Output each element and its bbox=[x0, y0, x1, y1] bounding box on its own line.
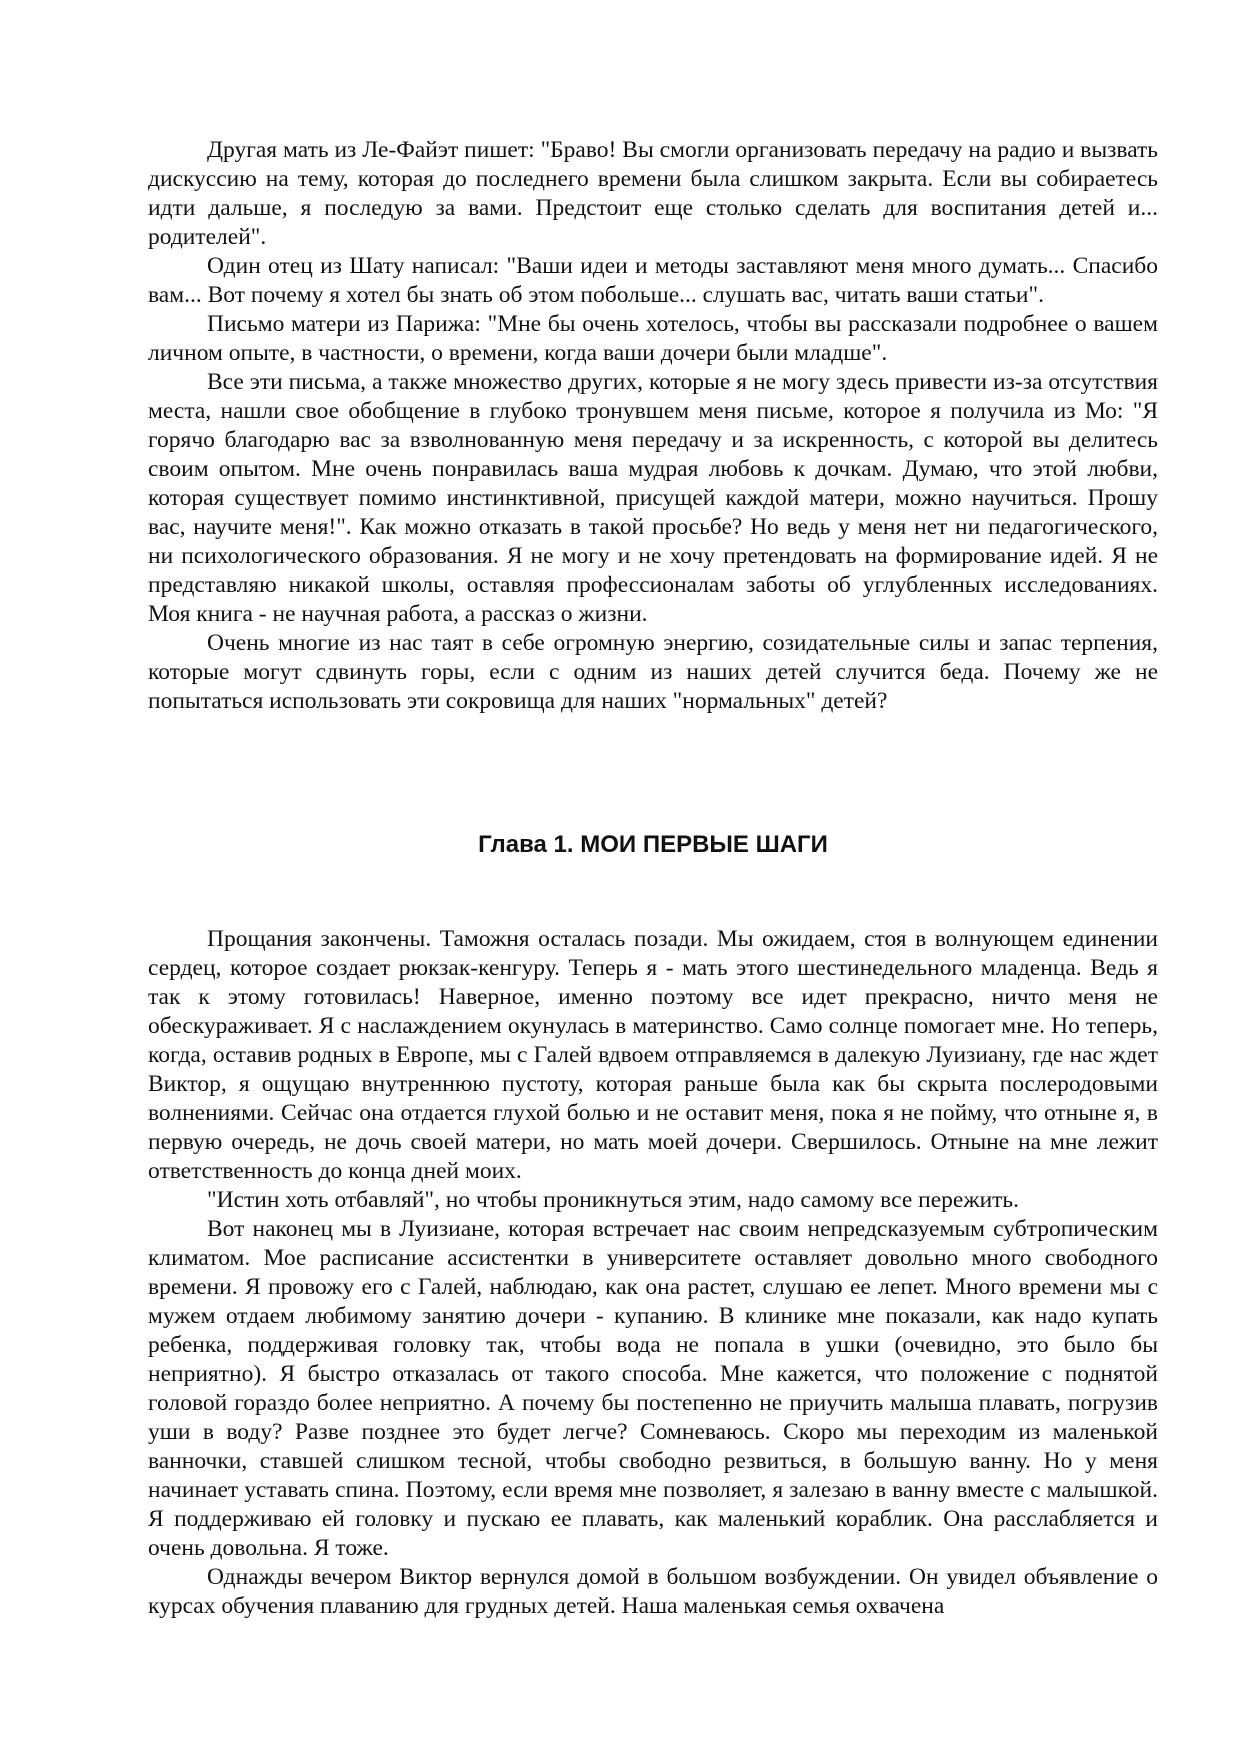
paragraph: Однажды вечером Виктор вернулся домой в большом возбуждении. Он увидел объявление о курсах обучения плаванию для грудных детей. Наша маленькая семья охвачена bbox=[148, 1564, 1158, 1619]
chapter-title: Глава 1. МОИ ПЕРВЫЕ ШАГИ bbox=[478, 831, 828, 858]
paragraph: "Истин хоть отбавляй", но чтобы проникнуться этим, надо самому все пережить. bbox=[207, 1187, 1020, 1213]
paragraph: Все эти письма, а также множество других, которые я не могу здесь привести из-за отсутствия места, нашли свое обобщение в глубоко тронувшем меня письме, которое я получила из Мо: "Я горячо благодарю вас за взволнованную меня передачу и за искренность, с которой вы делитесь своим опытом. Мне очень понравилась ваша мудрая любовь к дочкам. Думаю, что этой любви, которая существует помимо инстинктивной, присущей каждой матери, можно научиться. Прошу вас, научите меня!". Как можно отказать в такой просьбе? Но ведь у меня нет ни педагогического, ни психологического образования. Я не могу и не хочу претендовать на формирование идей. Я не представляю никакой школы, оставляя профессионалам заботы об углубленных исследованиях. Моя книга - не научная работа, а рассказ о жизни. bbox=[148, 369, 1158, 627]
paragraph: Очень многие из нас таят в себе огромную энергию, созидательные силы и запас терпения, которые могут сдвинуть горы, если с одним из наших детей случится беда. Почему же не попытаться использовать эти сокровища для наших "нормальных" детей? bbox=[148, 630, 1158, 714]
paragraph: Письмо матери из Парижа: "Мне бы очень хотелось, чтобы вы рассказали подробнее о вашем личном опыте, в частности, о времени, когда ваши дочери были младше". bbox=[148, 311, 1158, 366]
paragraph: Вот наконец мы в Луизиане, которая встречает нас своим непредсказуемым субтропическим климатом. Мое расписание ассистентки в университете оставляет довольно много свободного времени. Я провожу его с Галей, наблюдаю, как она растет, слушаю ее лепет. Много времени мы с мужем отдаем любимому занятию дочери - купанию. В клинике мне показали, как надо купать ребенка, поддерживая головку так, чтобы вода не попала в ушки (очевидно, это было бы неприятно). Я быстро отказалась от такого способа. Мне кажется, что положение с поднятой головой гораздо более неприятно. А почему бы постепенно не приучить малыша плавать, погрузив уши в воду? Разве позднее это будет легче? Сомневаюсь. Скоро мы переходим из маленькой ванночки, ставшей слишком тесной, чтобы свободно резвиться, в большую ванну. Но у меня начинает уставать спина. Поэтому, если время мне позволяет, я залезаю в ванну вместе с малышкой. Я поддерживаю ей головку и пускаю ее плавать, как маленький кораблик. Она расслабляется и очень довольна. Я тоже. bbox=[148, 1216, 1158, 1561]
paragraph: Прощания закончены. Таможня осталась позади. Мы ожидаем, стоя в волнующем единении сердец, которое создает рюкзак-кенгуру. Теперь я - мать этого шестинедельного младенца. Ведь я так к этому готовилась! Наверное, именно поэтому все идет прекрасно, ничто меня не обескураживает. Я с наслаждением окунулась в материнство. Само солнце помогает мне. Но теперь, когда, оставив родных в Европе, мы с Галей вдвоем отправляемся в далекую Луизиану, где нас ждет Виктор, я ощущаю внутреннюю пустоту, которая раньше была как бы скрыта послеродовыми волнениями. Сейчас она отдается глухой болью и не оставит меня, пока я не пойму, что отныне я, в первую очередь, не дочь своей матери, но мать моей дочери. Свершилось. Отныне на мне лежит ответственность до конца дней моих. bbox=[148, 926, 1158, 1184]
intro-section bbox=[148, 136, 1158, 716]
chapter-section bbox=[148, 925, 1158, 1621]
paragraph: Один отец из Шату написал: "Ваши идеи и методы заставляют меня много думать... Спасибо вам... Вот почему я хотел бы знать об этом побольше... слушать вас, читать ваши статьи". bbox=[148, 253, 1158, 308]
paragraph: Другая мать из Ле-Файэт пишет: "Браво! Вы смогли организовать передачу на радио и вызвать дискуссию на тему, которая до последнего времени была слишком закрыта. Если вы собираетесь идти дальше, я последую за вами. Предстоит еще столько сделать для воспитания детей и... родителей". bbox=[148, 137, 1158, 250]
